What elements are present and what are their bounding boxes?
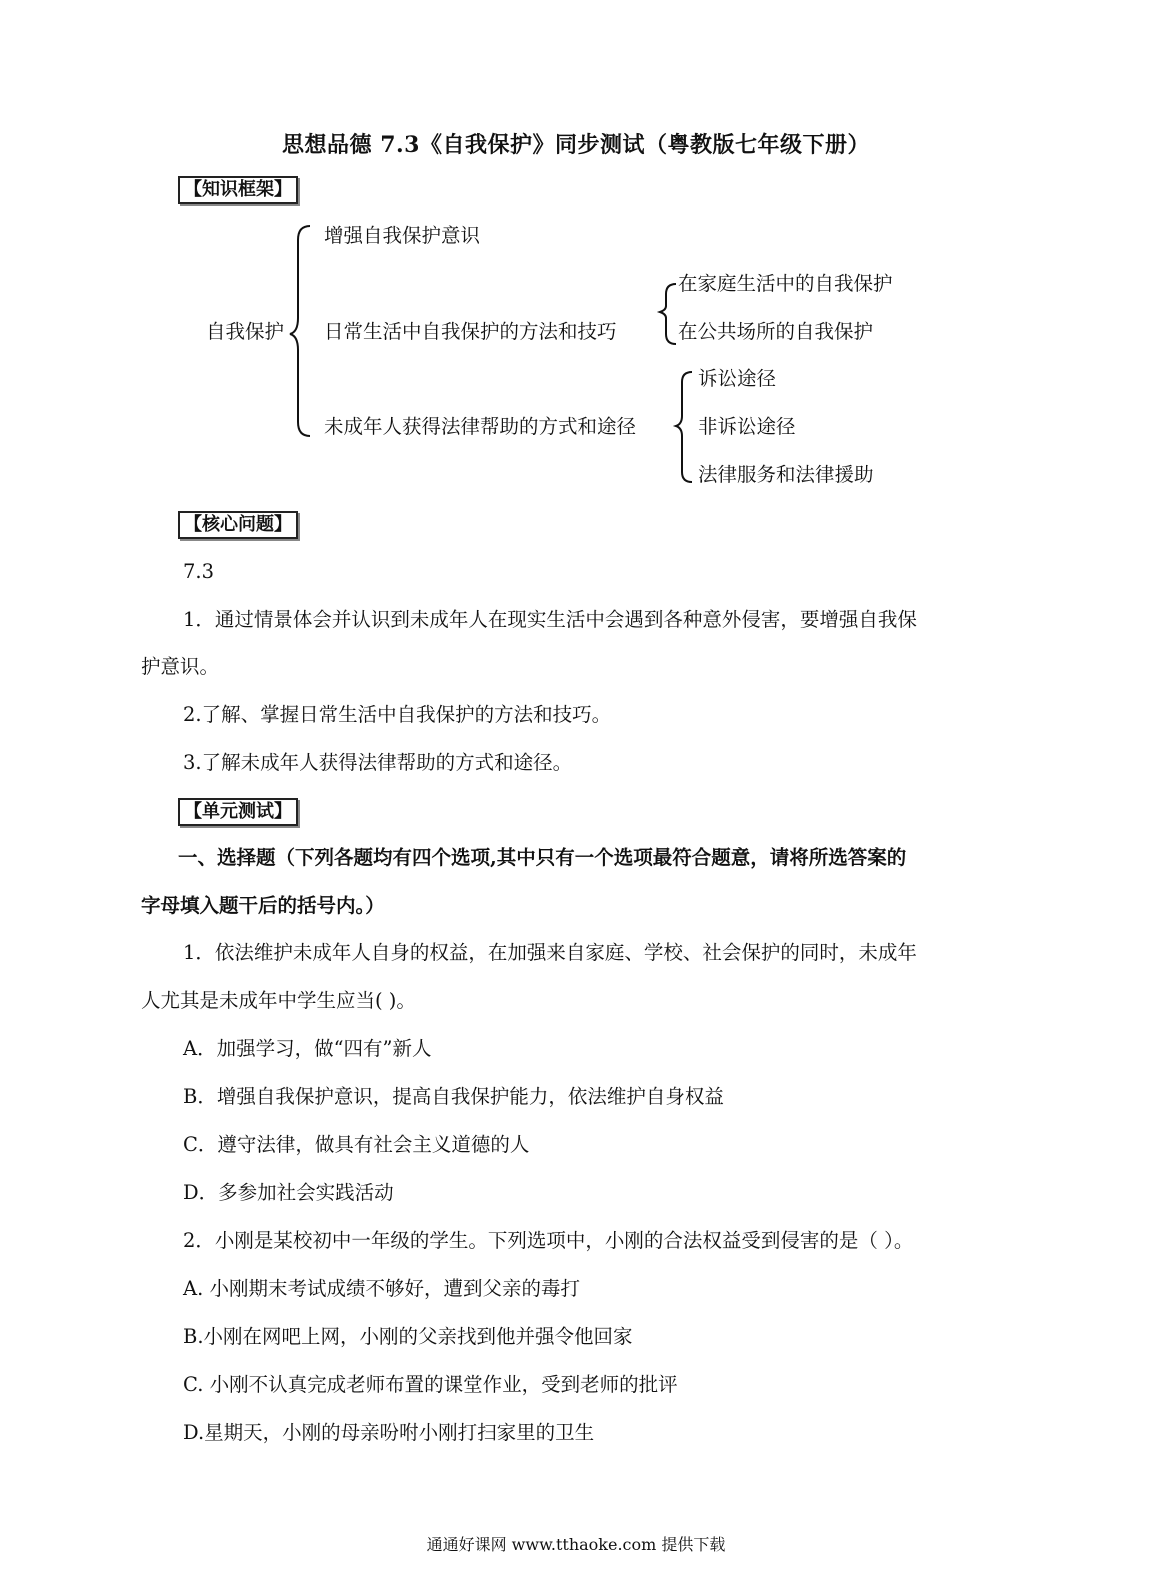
daily-brace (660, 284, 676, 344)
question-2-option-d: D.星期天，小刚的母亲吩咐小刚打扫家里的卫生 (183, 1421, 595, 1444)
test-instruction-line-1: 一、选择题（下列各题均有四个选项,其中只有一个选项最符合题意，请将所选答案的 (178, 846, 907, 869)
section-heading-core: 【核心问题】 (178, 511, 298, 539)
core-item-1-line-1: 1．通过情景体会并认识到未成年人在现实生活中会遇到各种意外侵害，要增强自我保 (183, 608, 917, 631)
framework-branch-methods: 日常生活中自我保护的方法和技巧 (324, 320, 617, 343)
question-1-option-c: C．遵守法律，做具有社会主义道德的人 (183, 1133, 530, 1156)
question-1-option-d: D．多参加社会实践活动 (183, 1181, 394, 1204)
question-1-line-2: 人尤其是未成年中学生应当( )。 (141, 989, 416, 1012)
core-label: 7.3 (183, 560, 215, 583)
legal-brace (676, 372, 692, 482)
question-1-line-1: 1．依法维护未成年人自身的权益，在加强来自家庭、学校、社会保护的同时，未成年 (183, 941, 917, 964)
question-1-option-b: B．增强自我保护意识，提高自我保护能力，依法维护自身权益 (183, 1085, 724, 1108)
page-title: 思想品德 7.3《自我保护》同步测试（粤教版七年级下册） (282, 132, 870, 158)
framework-root: 自我保护 (206, 320, 285, 343)
framework-sub-non-litigation: 非诉讼途径 (698, 415, 796, 438)
framework-sub-litigation: 诉讼途径 (698, 367, 777, 390)
section-heading-test: 【单元测试】 (178, 798, 298, 826)
page-footer: 通通好课网 www.tthaoke.com 提供下载 (426, 1535, 726, 1554)
core-item-1-line-2: 护意识。 (141, 655, 220, 678)
core-item-3: 3.了解未成年人获得法律帮助的方式和途径。 (183, 751, 573, 774)
question-2-option-c: C. 小刚不认真完成老师布置的课堂作业，受到老师的批评 (183, 1373, 678, 1396)
main-brace (290, 226, 310, 436)
question-2-option-b: B.小刚在网吧上网，小刚的父亲找到他并强令他回家 (183, 1325, 633, 1348)
framework-branch-awareness: 增强自我保护意识 (324, 224, 481, 247)
framework-sub-family: 在家庭生活中的自我保护 (678, 272, 893, 295)
framework-branch-legal-help: 未成年人获得法律帮助的方式和途径 (324, 415, 637, 438)
question-2: 2．小刚是某校初中一年级的学生。下列选项中，小刚的合法权益受到侵害的是（ ）。 (183, 1229, 914, 1252)
test-instruction-line-2: 字母填入题干后的括号内。） (141, 894, 385, 917)
section-heading-framework: 【知识框架】 (178, 176, 298, 204)
question-1-option-a: A．加强学习，做“四有”新人 (183, 1037, 432, 1060)
framework-sub-public: 在公共场所的自我保护 (678, 320, 874, 343)
question-2-option-a: A. 小刚期末考试成绩不够好，遭到父亲的毒打 (183, 1277, 580, 1300)
core-item-2: 2.了解、掌握日常生活中自我保护的方法和技巧。 (183, 703, 612, 726)
framework-sub-legal-aid: 法律服务和法律援助 (698, 463, 874, 486)
